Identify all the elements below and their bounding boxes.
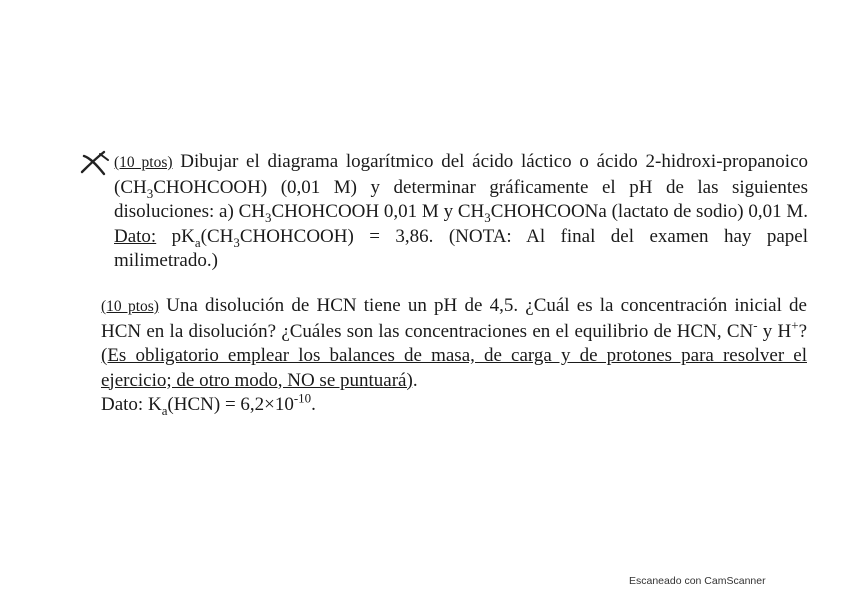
exponent: -10 [293, 390, 312, 406]
subscript: 3 [146, 185, 154, 201]
dato-label: Dato: [114, 225, 157, 247]
subscript: a [194, 234, 201, 250]
problem-1-points: (10 ptos) [114, 154, 173, 171]
problem-1-text: pK [156, 225, 195, 247]
problem-2-text: . [412, 369, 418, 391]
handwritten-x-mark [80, 150, 112, 176]
problem-2-text: y H [757, 320, 792, 342]
problem-2-text: ? [798, 320, 807, 342]
dato-text: . [311, 394, 316, 415]
problem-1 [114, 150, 808, 274]
superscript: + [791, 317, 799, 333]
problem-1-text: CHOHCOOH 0,01 M y CH [271, 201, 485, 222]
problem-1-text: CHOHCOOH) (0,01 M) y determinar gráficamente el pH de las siguientes disoluciones: a) CH [114, 176, 808, 222]
problem-1-text: CHOHCOOH) = 3,86. (NOTA: Al final del examen hay papel milimetrado.) [114, 225, 808, 271]
mandatory-note: (Es obligatorio emplear los balances de masa, de carga y de protones para resolver el ejercicio; de otro modo, NO se puntuará) [101, 345, 807, 391]
problem-1-text: CHOHCOONa (lactato de sodio) 0,01 M. [490, 201, 808, 222]
dato-text: (HCN) = 6,2×10 [167, 394, 294, 415]
problem-2-points: (10 ptos) [101, 298, 159, 315]
problem-1-text: (CH [200, 225, 234, 247]
dato-text: Dato: K [101, 394, 162, 415]
scanner-watermark: Escaneado con CamScanner [629, 575, 766, 587]
subscript: 3 [484, 209, 491, 225]
subscript: a [161, 402, 168, 418]
subscript: 3 [264, 209, 272, 225]
problem-2 [101, 294, 807, 418]
problem-2-text: Una disolución de HCN tiene un pH de 4,5. ¿Cuál es la concentración inicial de HCN en la disolución? ¿Cuáles son las concentraciones en el equilibrio de HCN, CN [101, 295, 807, 342]
superscript: - [753, 317, 758, 333]
problem-1-text: Dibujar el diagrama logarítmico del ácido láctico o ácido 2-hidroxi-propanoico (CH [114, 151, 809, 198]
subscript: 3 [233, 234, 240, 250]
